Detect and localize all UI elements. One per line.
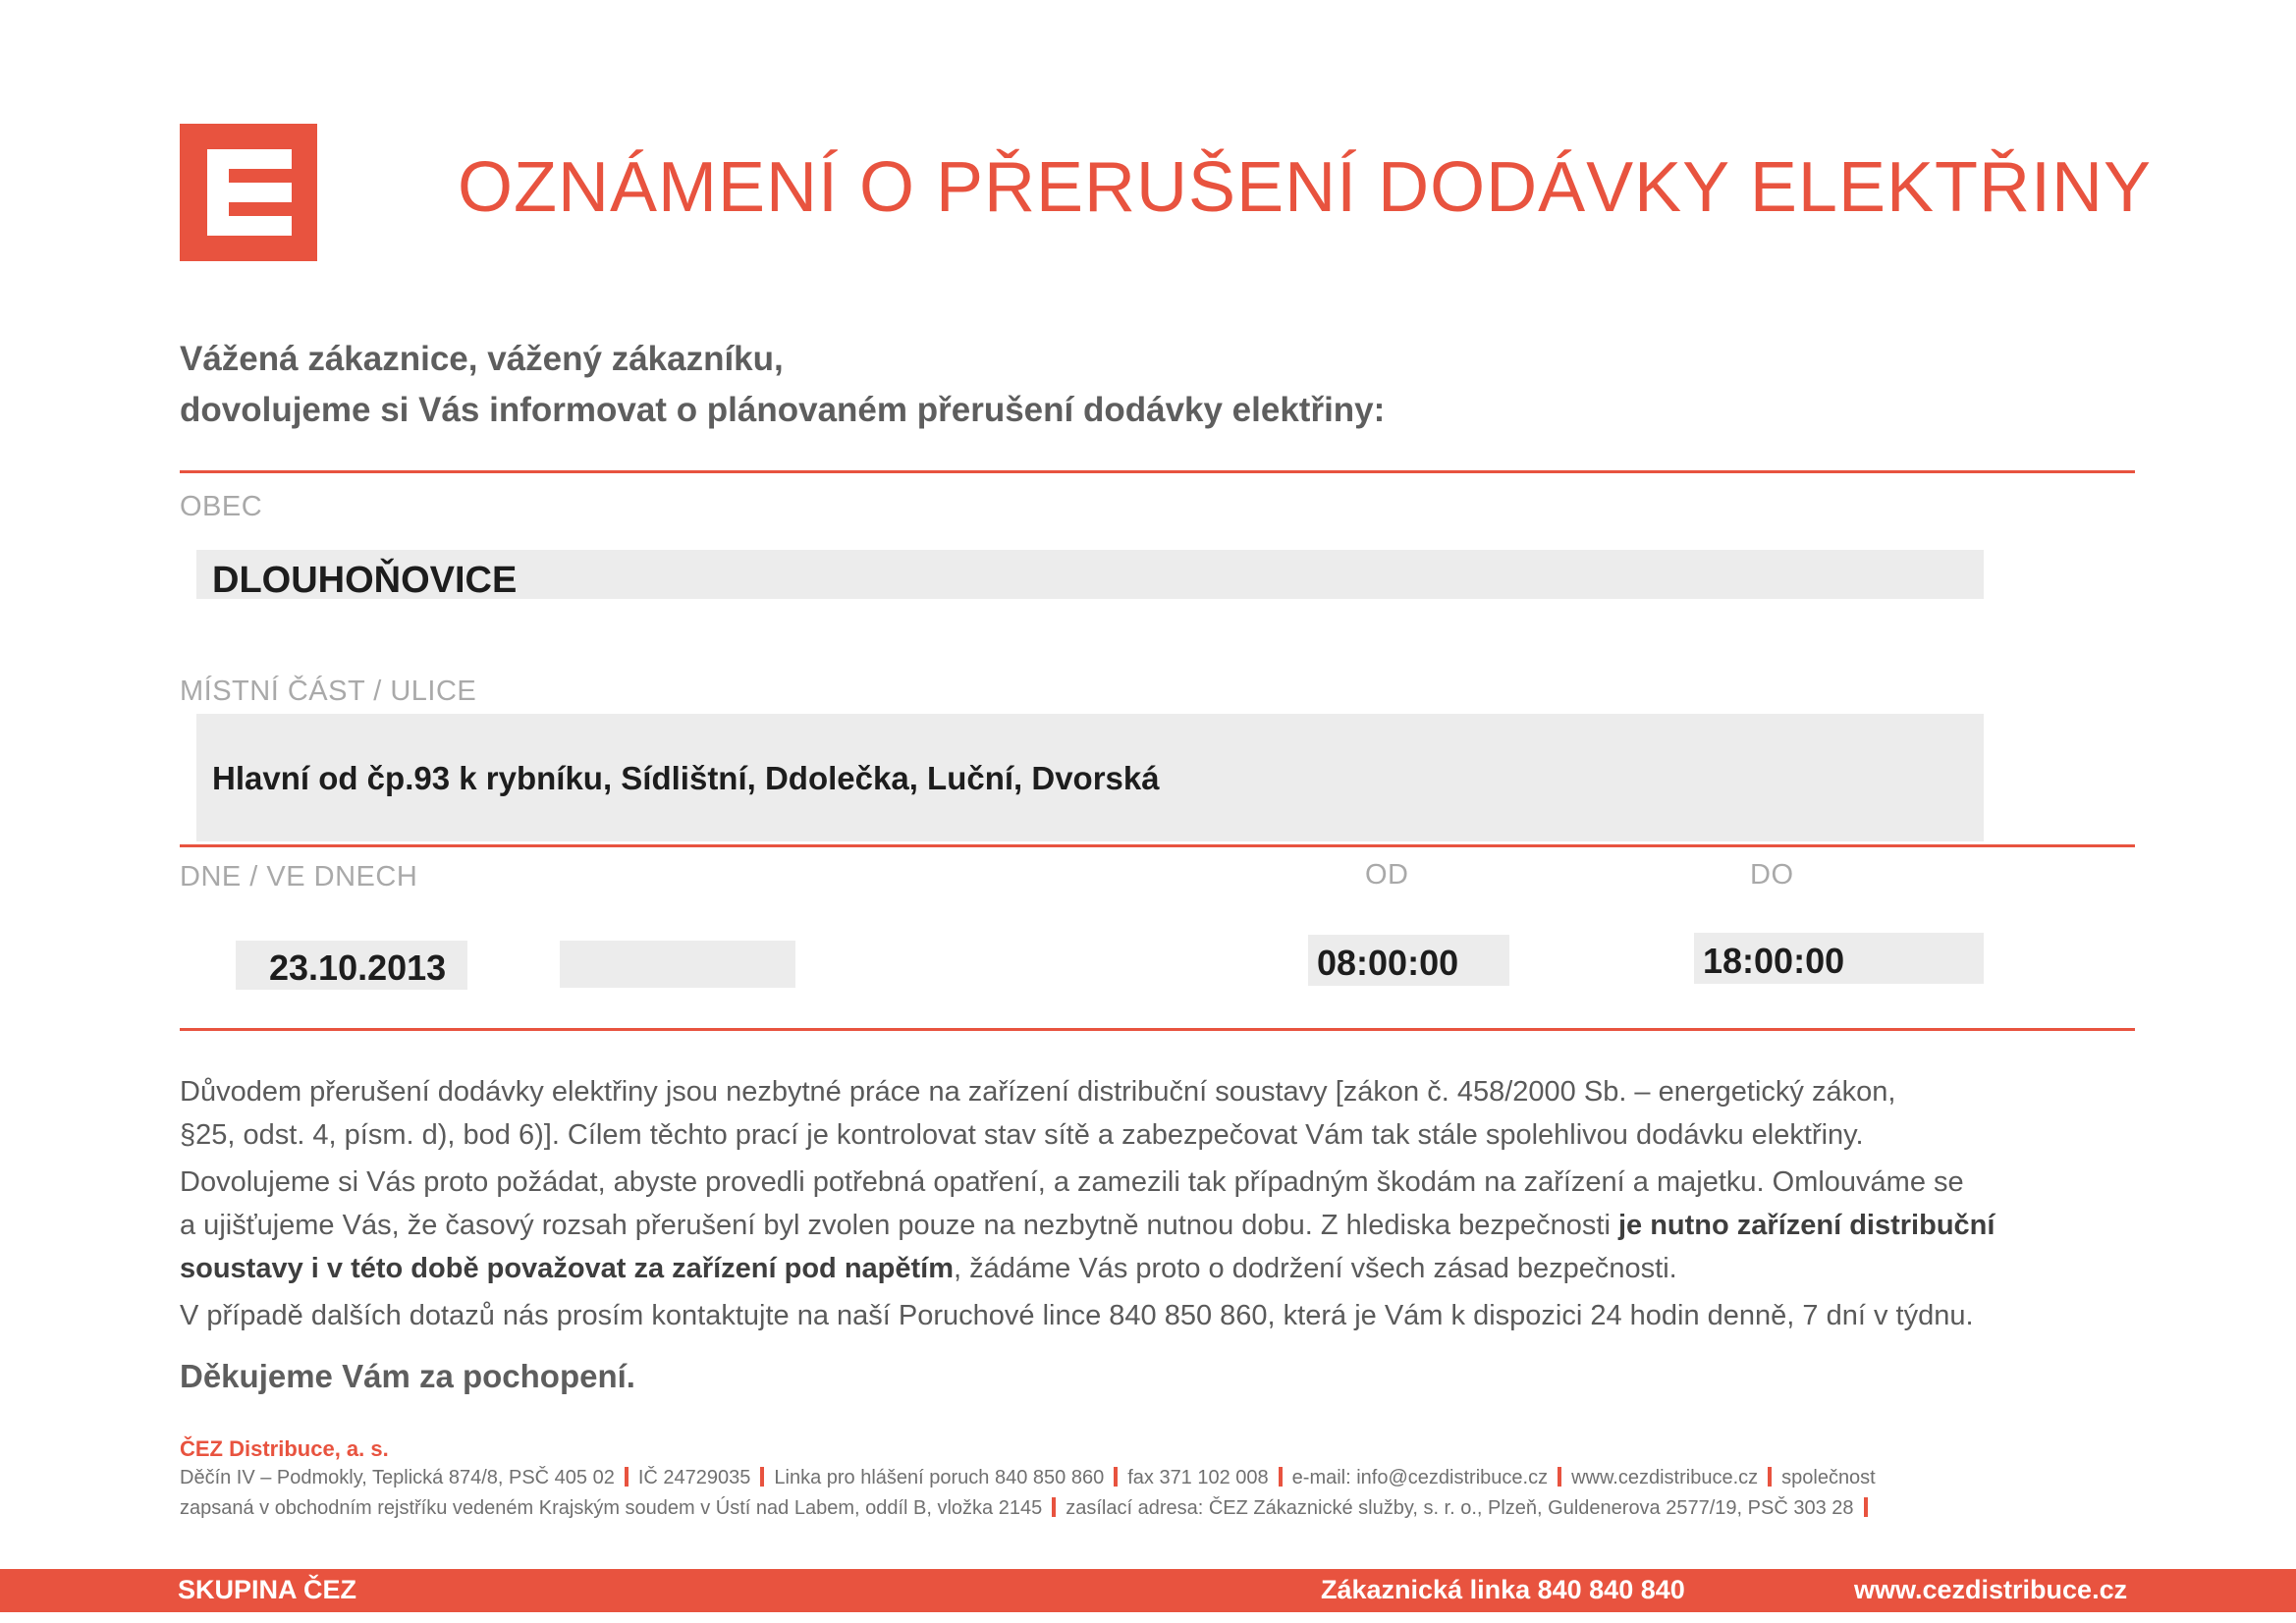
footer-address: Děčín IV – Podmokly, Teplická 874/8, PSČ 405 02 [180, 1467, 615, 1488]
paragraph-reason [180, 1070, 2144, 1157]
footer-company-note: společnost [1781, 1467, 1876, 1488]
paragraph-request-line-1: Dovolujeme si Vás proto požádat, abyste provedli potřebná opatření, a zamezili tak případným škodám na zařízení a majetku. Omlouváme se [180, 1166, 1964, 1198]
separator [625, 1467, 629, 1487]
footer-registry: zapsaná v obchodním rejstříku vedeném Krajským soudem v Ústí nad Labem, oddíl B, vložka 2145 [180, 1497, 1043, 1519]
separator [1052, 1497, 1056, 1517]
footer-email[interactable]: e-mail: info@cezdistribuce.cz [1291, 1467, 1549, 1488]
customer-line: Zákaznická linka 840 840 840 [1321, 1575, 1685, 1604]
separator [760, 1467, 764, 1487]
obec-label: OBEC [180, 491, 263, 522]
od-value: 08:00:00 [1317, 943, 1459, 983]
paragraph-request [180, 1161, 2144, 1290]
date-value: 23.10.2013 [269, 947, 447, 988]
footer-fax: fax 371 102 008 [1127, 1467, 1269, 1488]
footer-mailing-address: zasílací adresa: ČEZ Zákaznické služby, s. r. o., Plzeň, Guldenerova 2577/19, PSČ 303 28 [1066, 1497, 1854, 1519]
paragraph-request-line-3 [180, 1247, 2144, 1290]
separator [1864, 1497, 1868, 1517]
od-label: OD [1365, 859, 1409, 891]
company-name: ČEZ Distribuce, a. s. [180, 1436, 389, 1461]
dne-label: DNE / VE DNECH [180, 861, 418, 893]
divider [180, 1028, 2135, 1031]
thanks-text: Děkujeme Vám za pochopení. [180, 1358, 635, 1394]
mistni-cast-label: MÍSTNÍ ČÁST / ULICE [180, 676, 477, 707]
greeting-line-1: Vážená zákaznice, vážený zákazníku, [180, 340, 784, 378]
footer-line-1 [180, 1464, 1876, 1491]
website-link[interactable]: www.cezdistribuce.cz [1854, 1575, 2128, 1604]
separator [1768, 1467, 1772, 1487]
divider [180, 844, 2135, 847]
paragraph-reason-line-2: §25, odst. 4, písm. d), bod 6)]. Cílem těchto prací je kontrolovat stav sítě a zabezpečovat Vám tak stále spolehlivou dodávku elektřiny. [180, 1119, 1864, 1151]
separator [1114, 1467, 1118, 1487]
date-field-2 [560, 941, 795, 988]
request-bold-text-2: soustavy i v této době považovat za zařízení pod napětím [180, 1253, 954, 1284]
separator [1558, 1467, 1561, 1487]
divider [180, 470, 2135, 473]
paragraph-request-line-2 [180, 1204, 2144, 1247]
footer-line-2 [180, 1494, 1878, 1522]
paragraph-contact: V případě dalších dotazů nás prosím kontaktujte na naší Poruchové lince 840 850 860, která je Vám k dispozici 24 hodin denně, 7 dní v týdnu. [180, 1300, 1974, 1331]
request-text-2: , žádáme Vás proto o dodržení všech zásad bezpečnosti. [954, 1253, 1677, 1284]
group-label: SKUPINA ČEZ [178, 1575, 357, 1604]
page-title: OZNÁMENÍ O PŘERUŠENÍ DODÁVKY ELEKTŘINY [458, 148, 2153, 227]
do-value: 18:00:00 [1703, 941, 1845, 981]
separator [1279, 1467, 1283, 1487]
footer-website[interactable]: www.cezdistribuce.cz [1571, 1467, 1759, 1488]
request-text: a ujišťujeme Vás, že časový rozsah přerušení byl zvolen pouze na nezbytně nutnou dobu. Z hlediska bezpečnosti [180, 1210, 1618, 1241]
greeting-line-2: dovolujeme si Vás informovat o plánovaném přerušení dodávky elektřiny: [180, 391, 1386, 429]
do-label: DO [1750, 859, 1794, 891]
paragraph-reason-line-1: Důvodem přerušení dodávky elektřiny jsou nezbytné práce na zařízení distribuční soustavy [zákon č. 458/2000 Sb. – energetický zákon, [180, 1076, 1896, 1108]
cez-logo-icon [180, 124, 317, 261]
footer-fault-line: Linka pro hlášení poruch 840 850 860 [774, 1467, 1105, 1488]
mistni-cast-value: Hlavní od čp.93 k rybníku, Sídlištní, Ddolečka, Luční, Dvorská [212, 760, 1160, 796]
obec-value: DLOUHOŇOVICE [212, 560, 518, 601]
footer-ico: IČ 24729035 [637, 1467, 751, 1488]
request-bold-text: je nutno zařízení distribuční [1617, 1210, 1995, 1241]
